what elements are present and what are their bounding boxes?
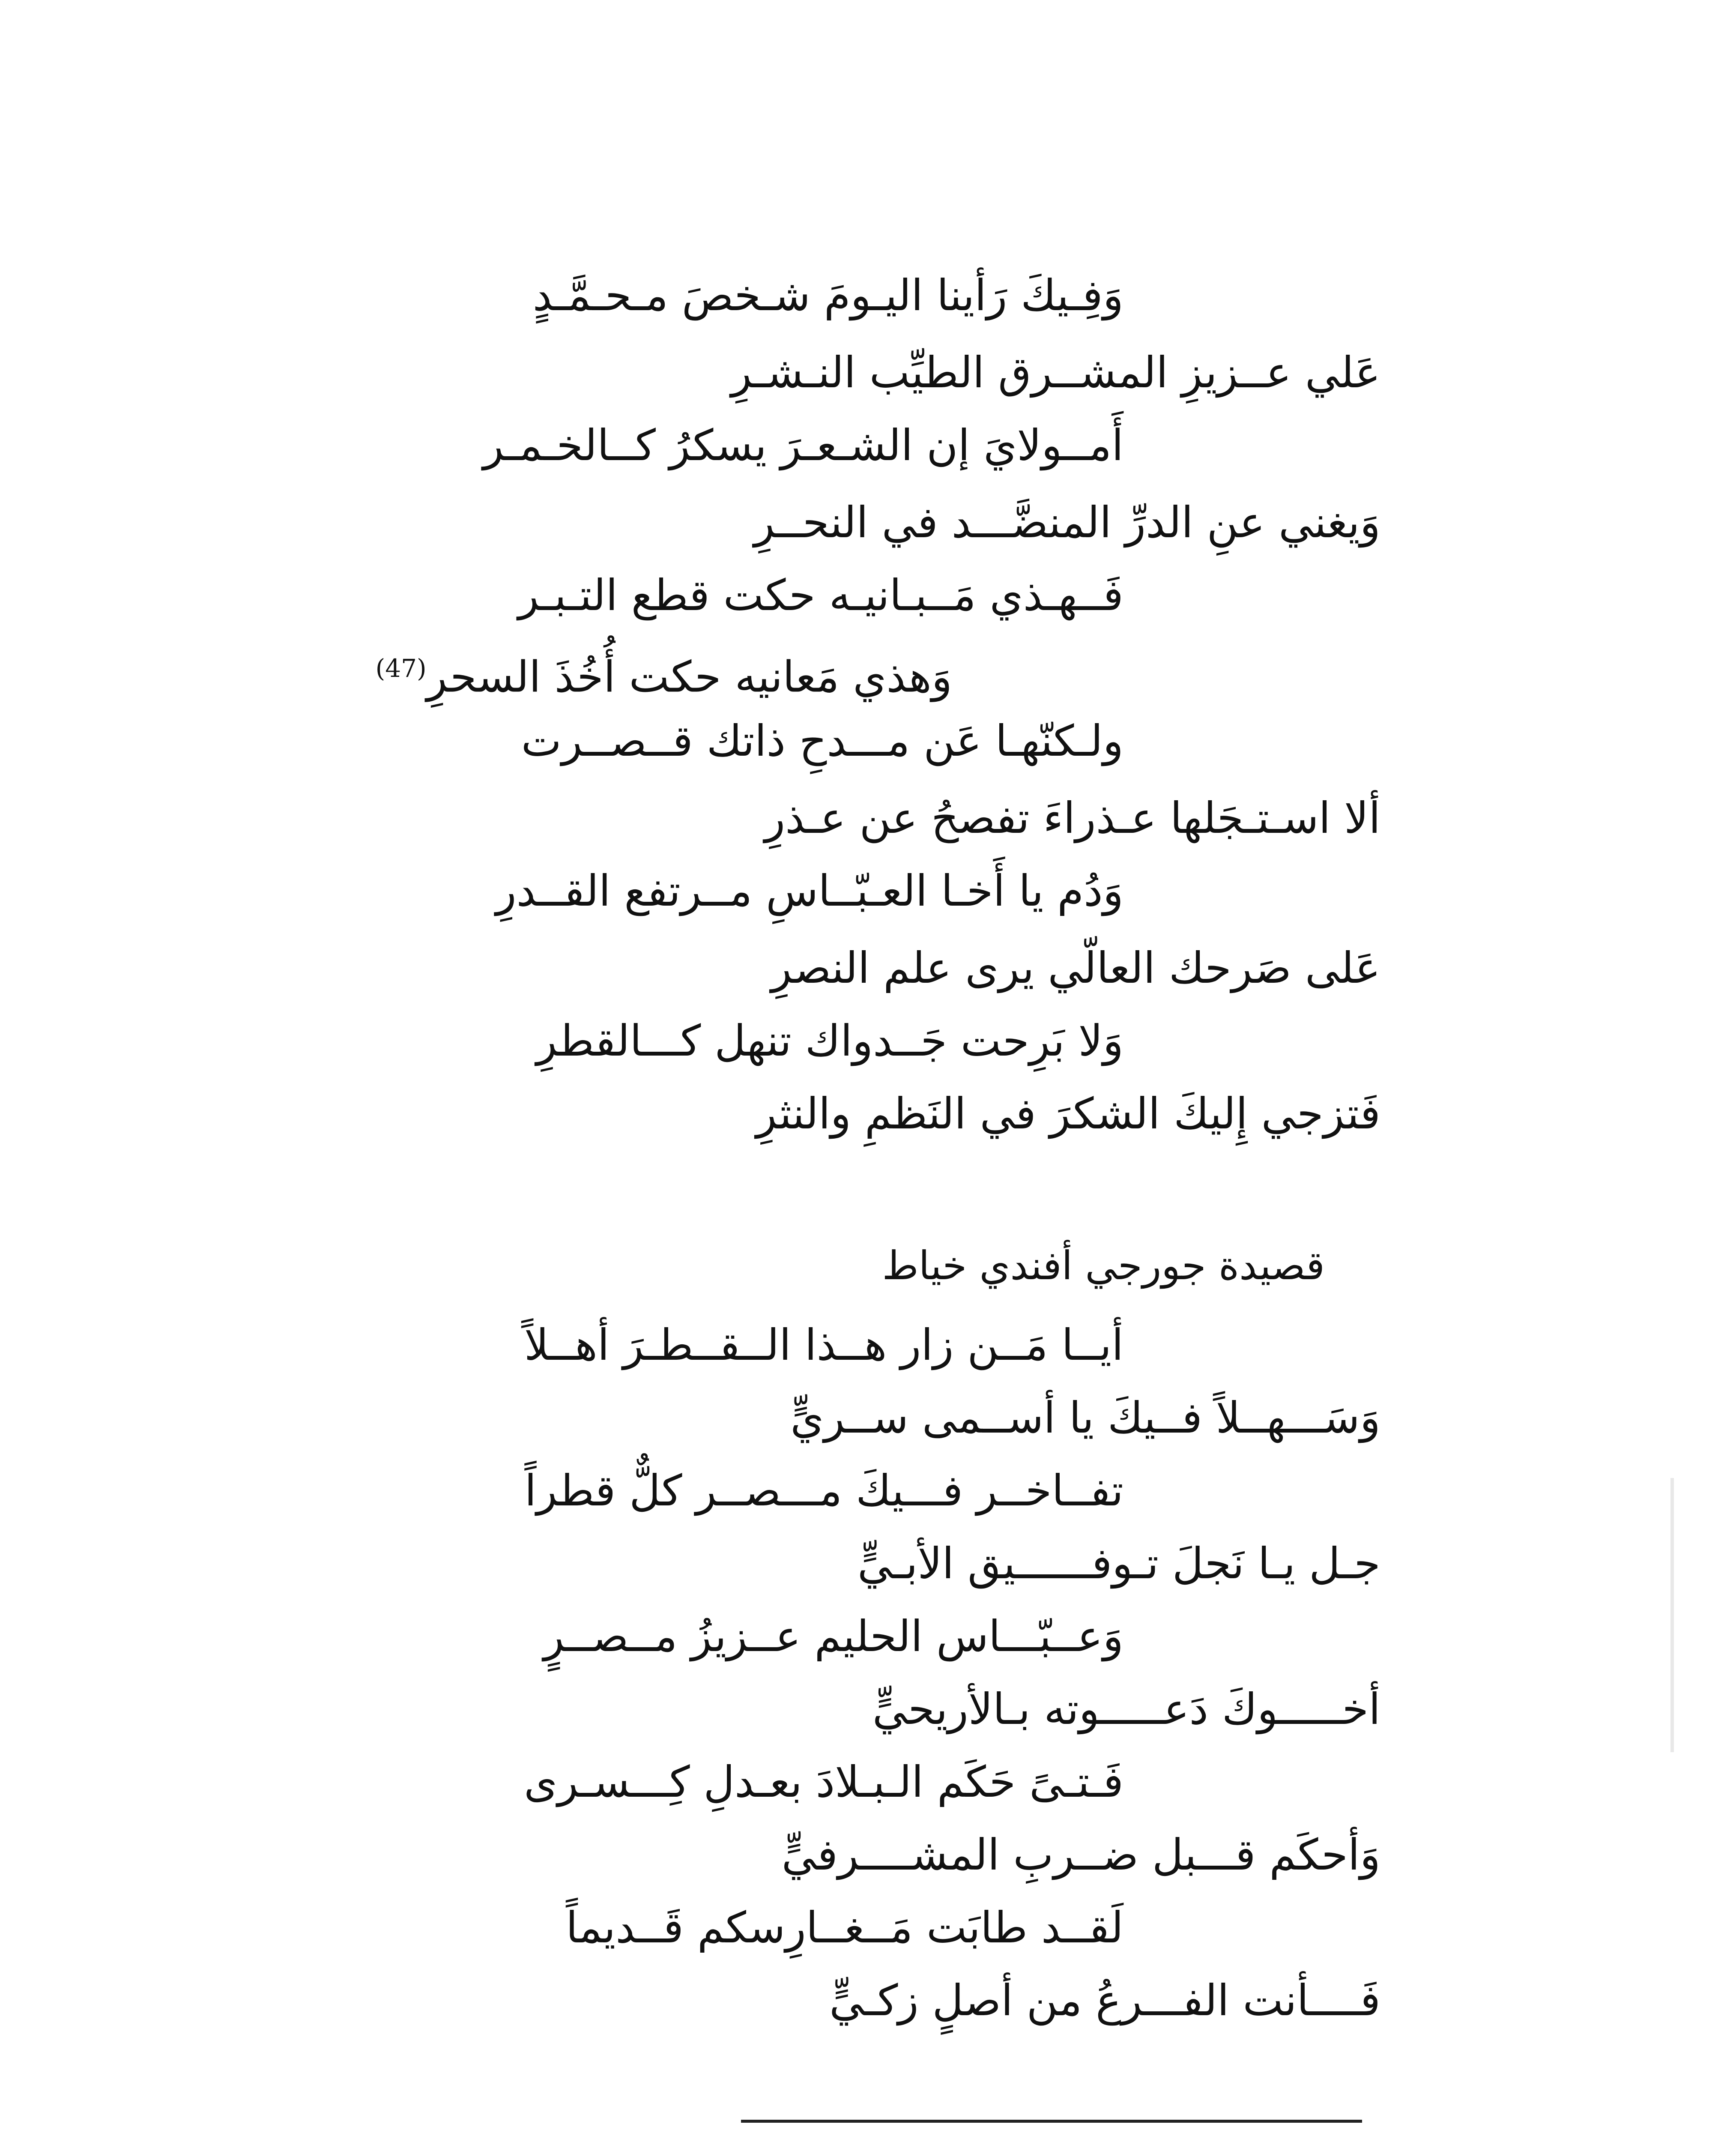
poem2-title: قصيدة جورجي أفندي خياط bbox=[882, 1243, 1325, 1289]
scan-edge-artifact bbox=[1670, 1478, 1674, 1752]
poem1-line-11: وَلا بَرِحت جَــدواك تنهل كـــالقطرِ bbox=[536, 1016, 1123, 1066]
poem1-line-9: وَدُم يا أَخـا العـبّــاسِ مــرتفع القــدرِ bbox=[496, 866, 1123, 916]
footnote-reference: (47) bbox=[375, 654, 427, 683]
poem2-line-5: وَعــبّـــاس الحليم عــزيزُ مــصــرٍ bbox=[543, 1611, 1123, 1661]
poem1-line-7: ولـكنّهـا عَن مـــدحِ ذاتك قــصــرت bbox=[521, 716, 1123, 766]
poem1-line-8: ألا اسـتـجَلها عـذراءَ تفصحُ عن عـذرِ bbox=[764, 793, 1380, 843]
poem2-line-3: تفــاخــر فـــيكَ مـــصــر كلٌّ قطراً bbox=[524, 1466, 1123, 1516]
poem2-line-1: أيــا مَــن زار هــذا الــقــطـرَ أهــلاً bbox=[524, 1320, 1123, 1370]
poem1-line-6-text: وَهذي مَعانيه حكت أُخُذَ السحرِ bbox=[426, 652, 952, 702]
poem1-line-5: فَــهـذي مَــبـانيـه حكت قطع التـبـر bbox=[518, 570, 1123, 620]
poem2-line-6: أخـــــوكَ دَعـــــوته بـالأريحيٍّ bbox=[872, 1684, 1380, 1734]
poem1-line-4: وَيغني عنِ الدرِّ المنضَّـــد في النحــرِ bbox=[754, 497, 1380, 547]
poem2-line-8: وَأحكَم قـــبل ضــربِ المشــــرفيٍّ bbox=[781, 1830, 1380, 1880]
poem1-line-6 bbox=[372, 638, 952, 707]
poem1-line-1: وَفِـيكَ رَأينا اليـومَ شـخصَ مـحـمَّـدٍ bbox=[532, 270, 1123, 320]
poem2-line-9: لَقــد طابَت مَــغــارِسكم قَــديماً bbox=[566, 1903, 1123, 1953]
poem1-line-3: أَمــولايَ إن الشـعـرَ يسكرُ كــالخـمـر bbox=[483, 420, 1123, 470]
poem2-line-4: جـل يـا نَجلَ تـوفــــــيق الأبـيٍّ bbox=[858, 1538, 1380, 1589]
poem1-line-2: عَلي عــزيزِ المشــرق الطيِّب النـشـرِ bbox=[731, 347, 1380, 398]
poem2-line-2: وَسَـــهــلاً فــيكَ يا أســمى ســريٍّ bbox=[790, 1393, 1380, 1443]
poem1-line-12: فَتزجي إِليكَ الشكرَ في النَظمِ والنثرِ bbox=[756, 1089, 1380, 1139]
poem2-line-7: فَـتـىً حَكَم الـبـلادَ بعـدلِ كِـــسـرى bbox=[524, 1757, 1123, 1807]
poem1-line-10: عَلى صَرحك العالّي يرى علم النصرِ bbox=[771, 943, 1380, 993]
footnote-divider bbox=[741, 2120, 1362, 2123]
poem2-line-10: فَــــأنت الفـــرعُ من أصلٍ زكـيٍّ bbox=[829, 1975, 1380, 2025]
